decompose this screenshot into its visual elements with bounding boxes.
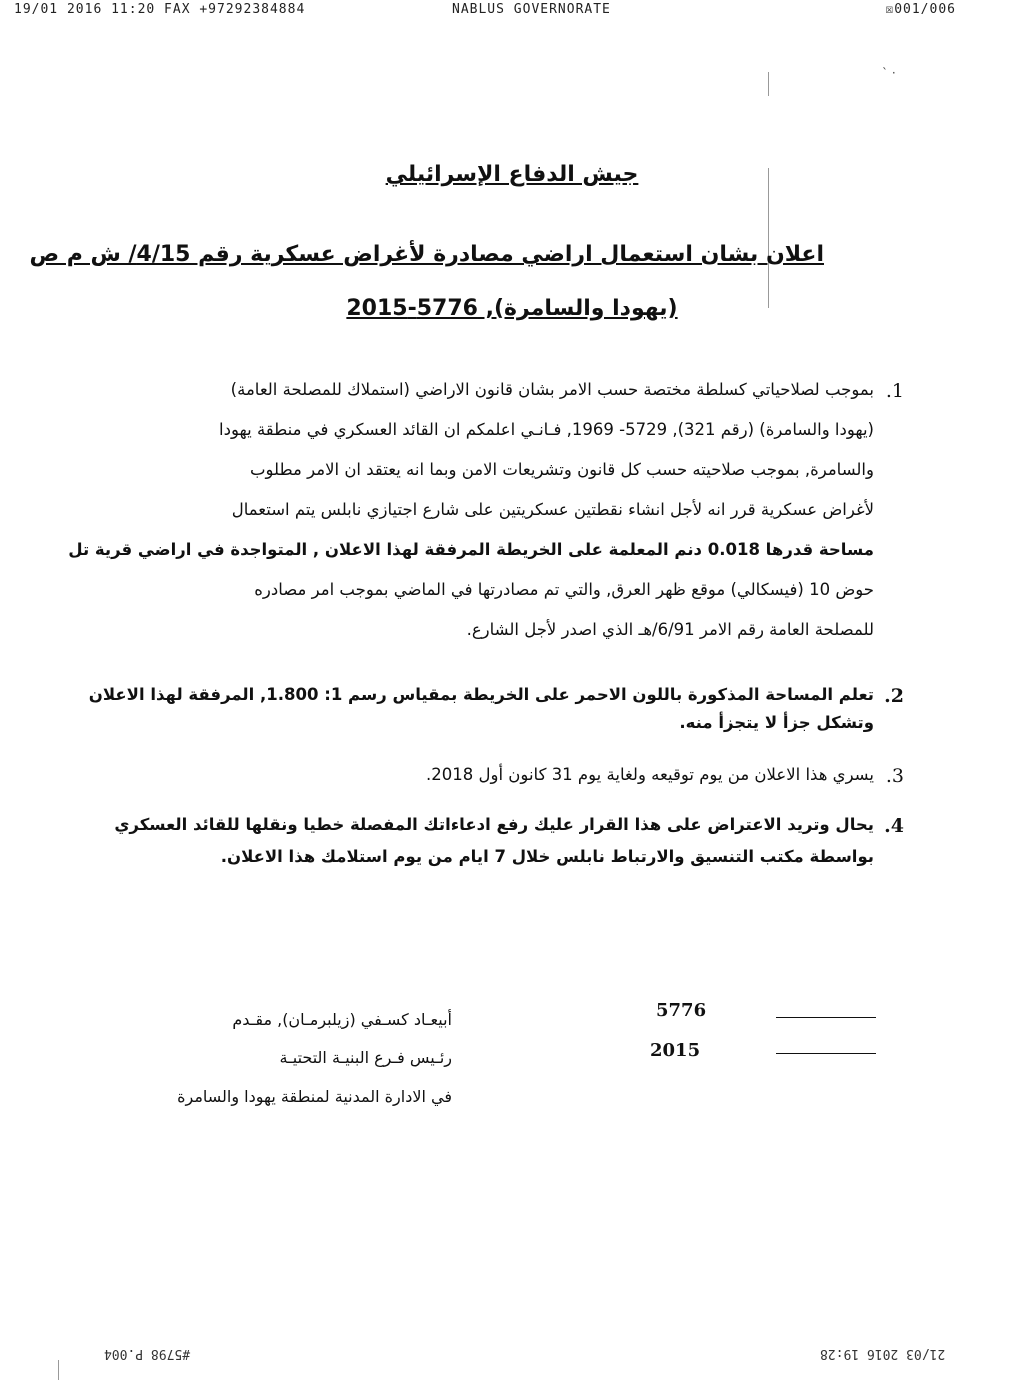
fax-header-left: 19/01 2016 11:20 FAX +97292384884 bbox=[14, 2, 306, 17]
paragraph-2 bbox=[88, 685, 904, 745]
paragraph-number: 2. bbox=[884, 685, 904, 707]
gregorian-year: 2015 bbox=[650, 1040, 701, 1061]
date-blank-line bbox=[776, 1017, 876, 1018]
paragraph-line: يسري هذا الاعلان من يوم توقيعه ولغاية يوم 31 كانون أول 2018. bbox=[426, 765, 874, 784]
paragraph-line: لأغراض عسكرية قرر انه لأجل انشاء نقطتين عسكريتين على شارع اجتيازي نابلس يتم استعمال bbox=[231, 500, 874, 519]
date-blank-line bbox=[776, 1053, 876, 1054]
paragraph-line: تعلم المساحة المذكورة باللون الاحمر على الخريطة بمقياس رسم 1: 1.800, المرفقة لهذا الاعلان bbox=[88, 685, 874, 704]
signatory-department: في الادارة المدنية لمنطقة يهودا والسامرة bbox=[177, 1087, 452, 1106]
announcement-title: اعلان بشان استعمال اراضي مصادرة لأغراض عسكرية رقم 4/15/ ش م ص bbox=[29, 242, 824, 267]
paragraph-line: والسامرة, بموجب صلاحيته حسب كل قانون وتشريعات الامن وبما انه يعتقد ان الامر مطلوب bbox=[250, 460, 874, 479]
fax-header-right: ☒001/006 bbox=[885, 2, 956, 17]
paragraph-line: للمصلحة العامة رقم الامر 6/91/هـ الذي اصدر لأجل الشارع. bbox=[466, 620, 874, 639]
paragraph-line: حوض 10 (فيسكالي) موقع ظهر العرق, والتي تم مصادرتها في الماضي بموجب امر مصادره bbox=[254, 580, 874, 599]
announcement-subtitle: (يهودا والسامرة), 5776-2015 bbox=[346, 296, 678, 321]
fax-header-center: NABLUS GOVERNORATE bbox=[452, 2, 611, 17]
paragraph-number: 4. bbox=[884, 815, 904, 837]
signatory-name: أبيعـاد كسـفي (زيلبرمـان), مقـدم bbox=[232, 1010, 452, 1029]
paragraph-line: بواسطة مكتب التنسيق والارتباط نابلس خلال 7 ايام من يوم استلامك هذا الاعلان. bbox=[220, 847, 874, 866]
fax-footer-right: 21/03 2016 19:28 bbox=[820, 1346, 946, 1361]
paragraph-4 bbox=[94, 815, 904, 885]
paragraph-line: يحال وتريد الاعتراض على هذا القرار عليك رفع ادعاءاتك المفصلة خطيا ونقلها للقائد العسكري bbox=[114, 815, 874, 834]
scan-artifact-line bbox=[768, 72, 769, 96]
paragraph-number: 3. bbox=[885, 765, 904, 787]
signatory-title: رئـيس فـرع البنيـة التحتيـة bbox=[279, 1048, 452, 1067]
paragraph-3 bbox=[94, 765, 904, 795]
paragraph-1 bbox=[68, 380, 904, 660]
scan-artifact-marks: ` · bbox=[882, 66, 896, 80]
paragraph-line: بموجب لصلاحياتي كسلطة مختصة حسب الامر بشان قانون الاراضي (استملاك للمصلحة العامة) bbox=[230, 380, 874, 399]
issuing-unit-heading: جيش الدفاع الإسرائيلي bbox=[385, 162, 639, 187]
paragraph-line: وتشكل جزأ لا يتجزأ منه. bbox=[679, 713, 874, 732]
paragraph-line: مساحة قدرها 0.018 دنم المعلمة على الخريطة المرفقة لهذا الاعلان , المتواجدة في اراضي قرية تل bbox=[68, 540, 874, 559]
scan-artifact-line bbox=[58, 1360, 59, 1380]
fax-footer-left: #5798 P.004 bbox=[104, 1346, 191, 1361]
scan-artifact-line bbox=[768, 168, 769, 308]
paragraph-line: (يهودا والسامرة) (رقم 321), 5729- 1969, فـانـي اعلمكم ان القائد العسكري في منطقة يهودا bbox=[219, 420, 874, 439]
paragraph-number: 1. bbox=[885, 380, 904, 402]
hebrew-year: 5776 bbox=[656, 1000, 707, 1021]
